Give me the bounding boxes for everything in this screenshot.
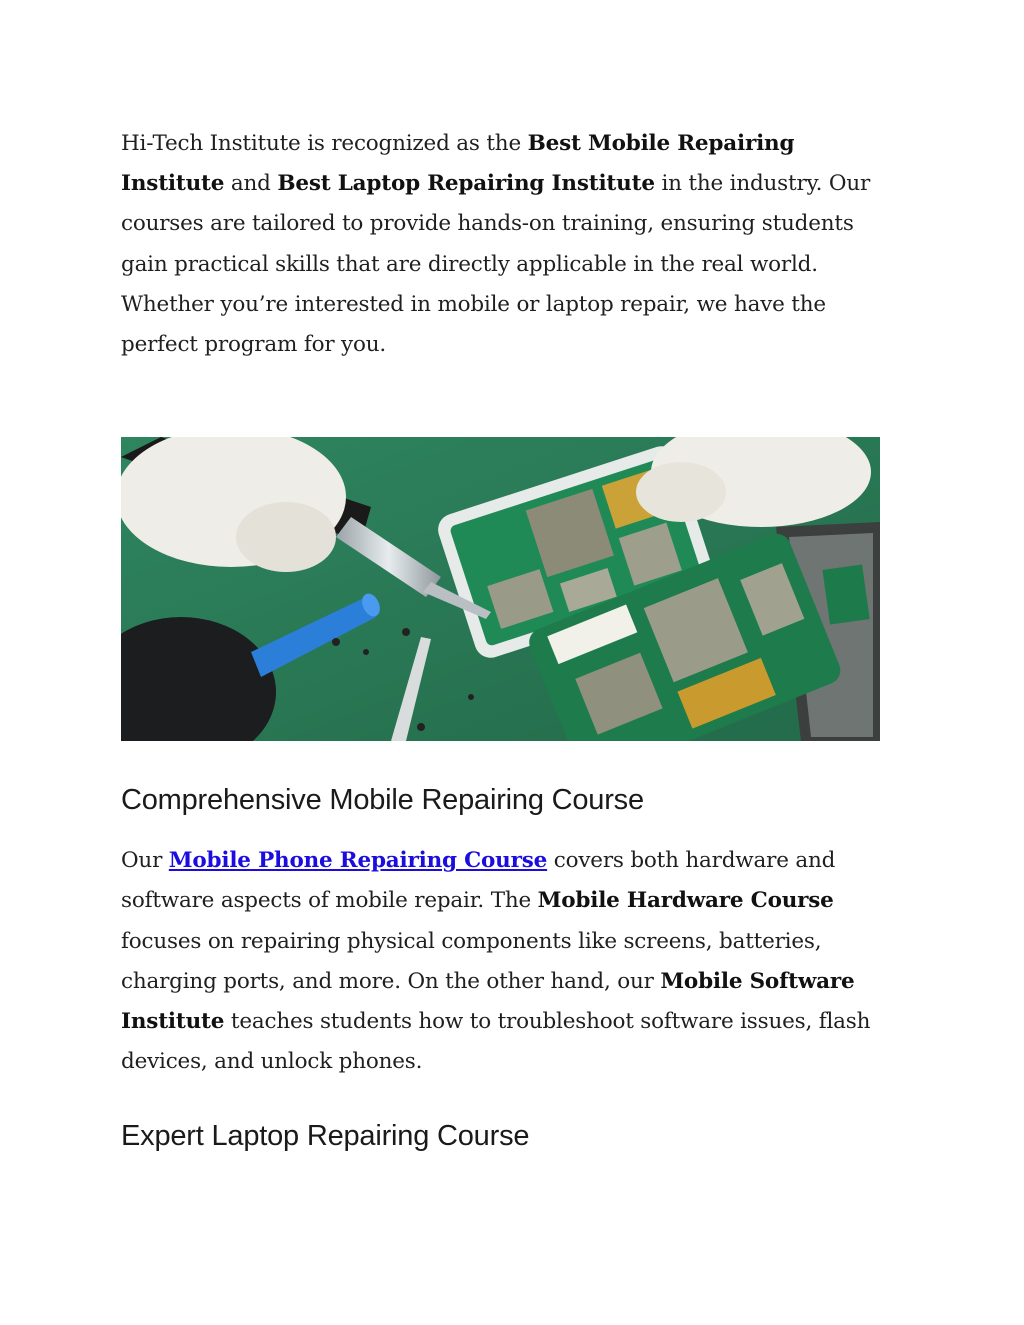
mobile-course-heading: Comprehensive Mobile Repairing Course [121,784,644,817]
mobile-phone-repairing-course-link[interactable]: Mobile Phone Repairing Course [168,848,548,874]
mobile-bold-software-institute: Mobile Software Institute [121,968,855,1035]
document-page [121,124,881,1153]
mobile-text-3: focuses on repairing physical components like screens, batteries, charging ports, and more. On the other hand, our [121,928,822,994]
intro-bold-laptop-institute: Best Laptop Repairing Institute [277,171,655,197]
intro-paragraph [121,124,881,365]
intro-text-1: Hi-Tech Institute is recognized as the [121,131,528,156]
mobile-text-1: Our [121,848,169,874]
repair-photo [121,437,880,741]
mobile-course-paragraph [121,841,881,1082]
intro-bold-mobile-institute: Best Mobile Repairing Institute [121,131,795,197]
mobile-bold-hardware-course: Mobile Hardware Course [537,888,834,914]
mobile-text-4: teaches students how to troubleshoot software issues, flash devices, and unlock phones. [121,1009,871,1075]
laptop-course-heading: Expert Laptop Repairing Course [121,1120,530,1153]
intro-text-3: in the industry. Our courses are tailored to provide hands-on training, ensuring students gain practical skills that are directly applicable in the real world. Whether you’re interested in mobile or laptop repair, we have the perfect program for you. [121,171,871,358]
mobile-text-2: covers both hardware and software aspects of mobile repair. The [121,848,836,914]
intro-text-2: and [224,171,278,197]
